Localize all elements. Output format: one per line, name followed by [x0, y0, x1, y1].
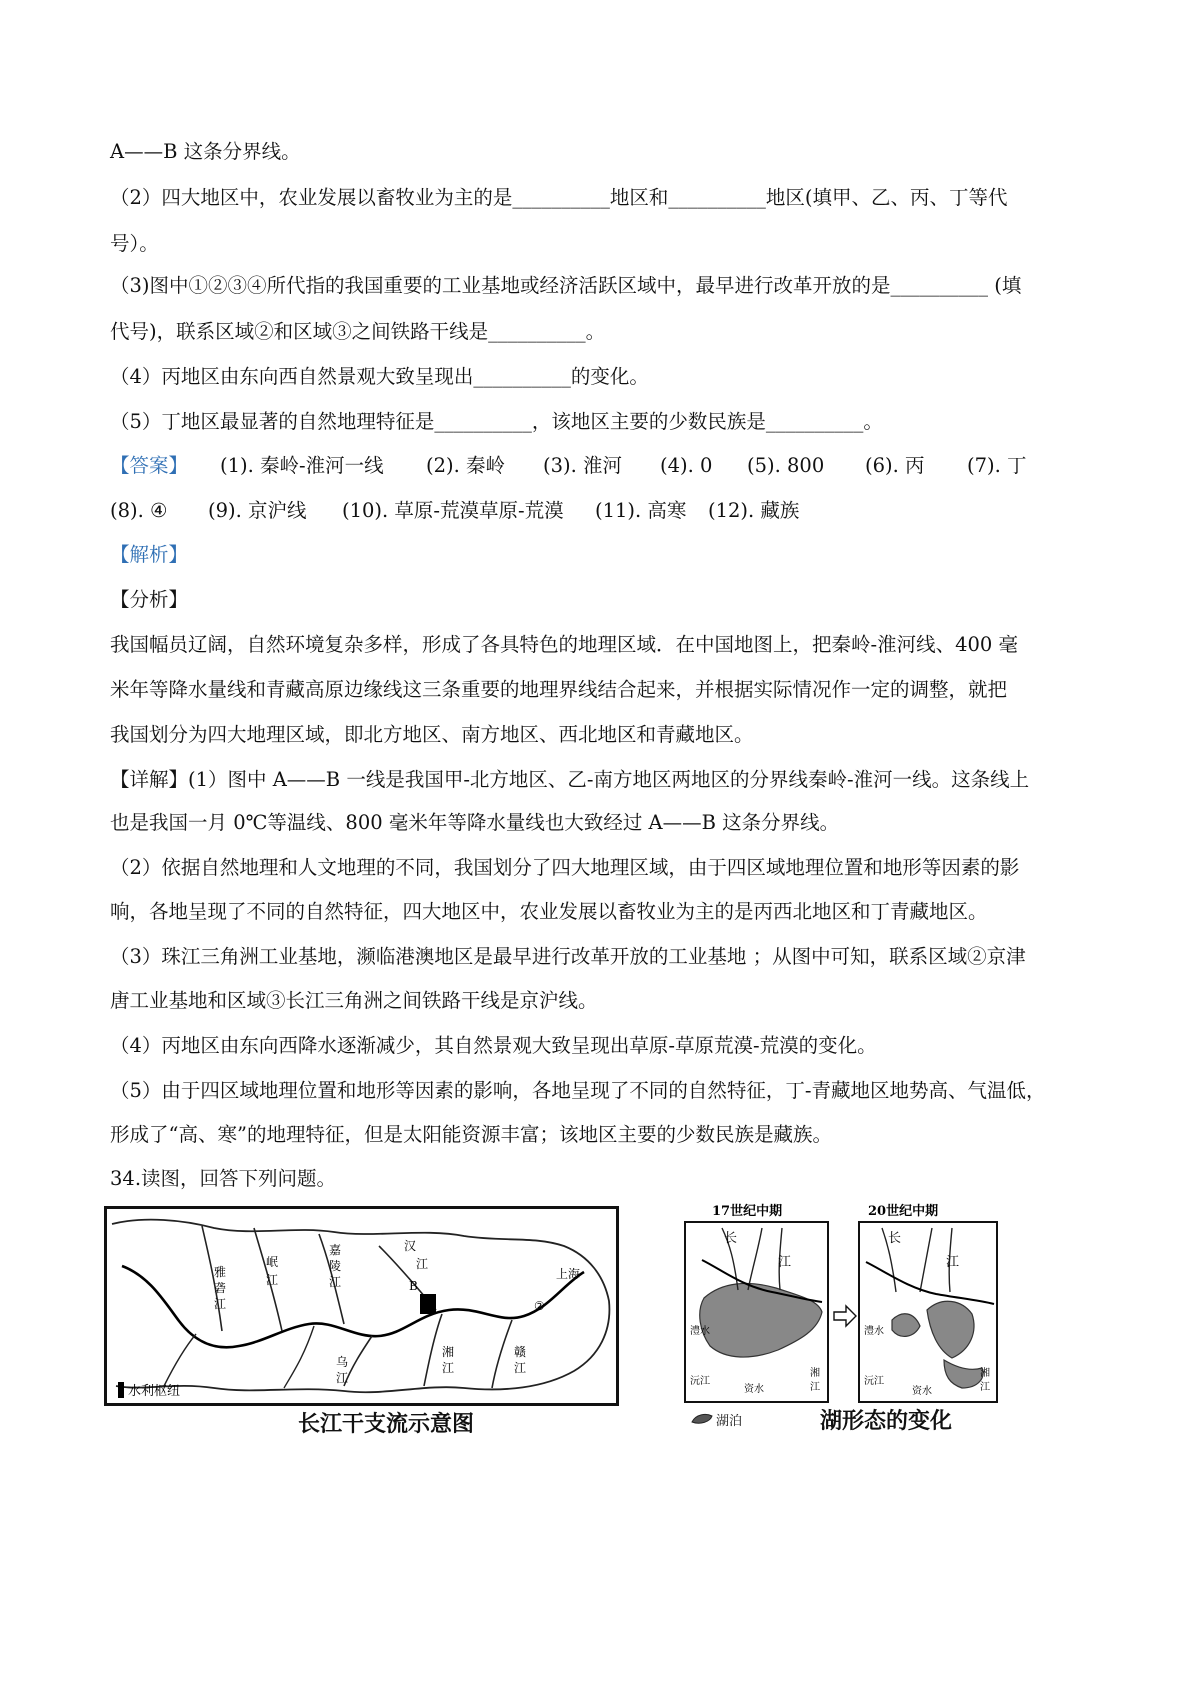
map-label: 湘: [442, 1345, 455, 1359]
map-label: 汉: [404, 1239, 417, 1253]
text-line: A——B 这条分界线。: [110, 140, 301, 163]
detail-line: 也是我国一月 0℃等温线、800 毫米年等降水量线也大致经过 A——B 这条分界线。: [110, 811, 840, 834]
answer-item: (1). 秦岭-淮河一线: [220, 454, 384, 477]
answer-item: (8). ④: [110, 499, 168, 522]
map-label: 澧水: [864, 1326, 884, 1337]
analysis-line: 米年等降水量线和青藏高原边缘线这三条重要的地理界线结合起来，并根据实际情况作一定的调整，就把: [110, 678, 1008, 701]
map-label: ②: [534, 1299, 545, 1313]
yangtze-tributaries-map: [104, 1206, 619, 1406]
answer-item: (10). 草原-荒漠草原-荒漠: [342, 499, 564, 522]
question-4: （4）丙地区由东向西自然景观大致呈现出__________的变化。: [110, 365, 649, 388]
map2-caption: 湖形态的变化: [820, 1409, 953, 1434]
detail-line: 唐工业基地和区域③长江三角洲之间铁路干线是京沪线。: [110, 989, 598, 1012]
map-label: 江: [336, 1371, 349, 1385]
map2-legend: 湖泊: [716, 1414, 743, 1429]
map-label: 沅江: [864, 1376, 884, 1387]
map-label: 岷: [266, 1255, 279, 1269]
map-label: 砻: [214, 1281, 227, 1295]
detail-line: 形成了“高、寒”的地理特征，但是太阳能资源丰富；该地区主要的少数民族是藏族。: [110, 1123, 832, 1146]
answer-row-1: [110, 451, 1100, 481]
map-label: 江: [946, 1255, 960, 1270]
answer-item: (6). 丙: [865, 454, 925, 477]
answer-label: 【答案】: [110, 454, 189, 477]
map-label: 赣: [514, 1345, 527, 1359]
map-label: 陵: [329, 1259, 342, 1273]
map-label: 长: [724, 1231, 738, 1246]
map-label: 上海: [556, 1267, 581, 1281]
question-2: （2）四大地区中，农业发展以畜牧业为主的是__________地区和__________地区(填甲、乙、丙、丁等代: [110, 186, 1008, 209]
answer-item: (11). 高寒: [595, 499, 687, 522]
text-line: 号）。: [110, 232, 159, 255]
map-label: 江: [810, 1382, 820, 1393]
map1-caption: 长江干支流示意图: [298, 1412, 475, 1437]
analysis-line: 我国划分为四大地理区域，即北方地区、南方地区、西北地区和青藏地区。: [110, 723, 754, 746]
map-label: 江: [778, 1255, 792, 1270]
question-5: （5）丁地区最显著的自然地理特征是__________，该地区主要的少数民族是__________。: [110, 410, 883, 433]
answer-item: (2). 秦岭: [426, 454, 506, 477]
answer-item: (4). 0: [660, 454, 713, 477]
map-label: 沅江: [690, 1376, 710, 1387]
detail-line: （4）丙地区由东向西降水逐渐减少，其自然景观大致呈现出草原-草原荒漠-荒漠的变化。: [110, 1034, 877, 1057]
map-label: 湘: [810, 1368, 820, 1379]
change-arrow-icon: [834, 1306, 856, 1326]
map-legend: 水利枢纽: [128, 1384, 181, 1399]
detail-line: （2）依据自然地理和人文地理的不同，我国划分了四大地理区域，由于四区域地理位置和地形等因素的影: [110, 856, 1020, 879]
map-label: 嘉: [329, 1243, 342, 1257]
lake-change-maps: [682, 1200, 1000, 1410]
answer-item: (3). 淮河: [543, 454, 623, 477]
map2-right-title: 20世纪中期: [868, 1204, 939, 1219]
map-label: 江: [980, 1382, 990, 1393]
map-label: 资水: [744, 1384, 764, 1395]
dam-legend-icon: [118, 1382, 124, 1398]
jiexi-label: 【解析】: [110, 543, 189, 566]
question-34: 34.读图，回答下列问题。: [110, 1167, 337, 1190]
map-label: 澧水: [690, 1326, 710, 1337]
map-label: 资水: [912, 1386, 932, 1397]
fenxi-label: 【分析】: [110, 588, 189, 611]
map-label: 江: [266, 1273, 279, 1287]
map-label: 江: [214, 1297, 227, 1311]
map-label: 江: [442, 1361, 455, 1375]
question-3: （3)图中①②③④所代指的我国重要的工业基地或经济活跃区域中，最早进行改革开放的是__________ (填: [110, 274, 1022, 297]
map-label: 湘: [980, 1368, 990, 1379]
detail-line: （3）珠江三角洲工业基地，濒临港澳地区是最早进行改革开放的工业基地 ；从图中可知，联系区域②京津: [110, 945, 1026, 968]
map-label: 长: [888, 1231, 902, 1246]
detail-line: 【详解】(1）图中 A——B 一线是我国甲-北方地区、乙-南方地区两地区的分界线秦岭-淮河一线。这条线上: [110, 768, 1030, 791]
answer-row-2: [110, 496, 1100, 526]
answer-item: (7). 丁: [967, 454, 1027, 477]
answer-item: (12). 藏族: [708, 499, 800, 522]
map-label: B: [409, 1279, 418, 1293]
answer-item: (5). 800: [747, 454, 825, 477]
map2-left-title: 17世纪中期: [712, 1204, 783, 1219]
detail-line: 响，各地呈现了不同的自然特征，四大地区中，农业发展以畜牧业为主的是丙西北地区和丁青藏地区。: [110, 900, 988, 923]
answer-item: (9). 京沪线: [208, 499, 307, 522]
map-label: 江: [514, 1361, 527, 1375]
map-label: 江: [416, 1257, 429, 1271]
map-label: 雅: [214, 1265, 227, 1279]
analysis-line: 我国幅员辽阔，自然环境复杂多样，形成了各具特色的地理区域．在中国地图上，把秦岭-淮河线、400 毫: [110, 633, 1019, 656]
lake-legend-icon: [690, 1412, 714, 1426]
text-line: 代号)，联系区域②和区域③之间铁路干线是__________。: [110, 320, 606, 343]
map-label: 江: [329, 1275, 342, 1289]
map-label: 乌: [336, 1355, 349, 1369]
detail-line: （5）由于四区域地理位置和地形等因素的影响，各地呈现了不同的自然特征，丁-青藏地区地势高、气温低，: [110, 1079, 1046, 1102]
